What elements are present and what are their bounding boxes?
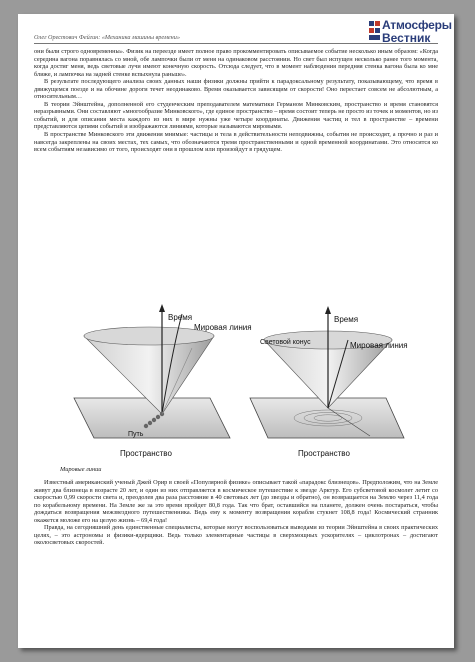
right-time-label: Время xyxy=(334,315,359,324)
header-divider xyxy=(34,43,438,44)
right-space-label: Пространство xyxy=(298,449,350,458)
left-time-label: Время xyxy=(168,313,193,322)
left-time-arrow-icon xyxy=(159,304,165,312)
paragraph: они были строго одновременны». Физик на переезде имеет полное право прокомментировать описываемое событие несколько иным образом: «Когда середина вагона поравнялась со мной, обе лампочки были от меня на одинаковом расстоянии. Но свет был испущен несколько ранее того момента, когда достиг меня, ведь световые лучи имеют конечную скорость. Отсюда следует, что в момент наблюдения передняя стенка вагона была ко мне ближе, и лампочка на задней стенке вспыхнула раньше». xyxy=(34,48,438,78)
paragraph: В пространстве Минковского эти движения мнимые: частицы и тела в действительности неподвижны, события не происходят, а прочно и раз и навсегда закреплены на своих местах, тех самых, что обозначаются тремя пространственными и одной временной координатами. Это относится ко всем событиям независимо от того, происходят они в прошлом или произойдут в грядущем. xyxy=(34,131,438,154)
logo-text-line1: Атмосферы xyxy=(382,18,452,32)
paragraph: В результате последующего анализа своих данных наши физики должны прийти к парадоксальному результату, показывающему, что время в движущемся поезде и на обочине дороги течет неодинаково. Время оказывается зависящим от скорости! Оно перестает совсем не абсолютным, а относительным… xyxy=(34,78,438,101)
body-text-bottom xyxy=(34,479,438,547)
body-text-top xyxy=(34,48,438,154)
left-worldline-label: Мировая линия xyxy=(194,323,252,332)
right-time-arrow-icon xyxy=(325,306,331,314)
right-worldline-label: Мировая линия xyxy=(350,341,408,350)
worldlines-figure xyxy=(64,296,408,462)
running-header: Олег Орестович Фейгин: «Механика машины времени» xyxy=(34,34,180,41)
paragraph: В теории Эйнштейна, дополненной его студенческим преподавателем математики Германом Минковским, пространство и время становятся неразрывными. Они составляют «многообразие Минковского», где единое пространство – время состоит теперь не просто из точек и моментов, но из событий, и для описания места каждого из них в мире нужны уже четыре координаты. Движения частиц и тел в пространстве – времени представляются цепями событий и изображаются линиями, которые называются мировыми. xyxy=(34,100,438,131)
right-cone-label: Световой конус xyxy=(260,339,311,346)
publisher-logo xyxy=(368,16,452,46)
left-path-label: Путь xyxy=(128,431,144,438)
left-diagram xyxy=(74,304,252,458)
document-page xyxy=(18,14,454,648)
left-space-label: Пространство xyxy=(120,449,172,458)
right-diagram xyxy=(250,306,408,458)
paragraph: Известный американский ученый Джей Орир в своей «Популярной физике» описывает такой «парадокс близнецов». Предположим, что на Земле живут два близнеца в возрасте 20 лет, и один из них отправляется в космическое путешествие к звезде Арктур. Его субсветовой космолет летит со скоростью 0,99 скорости света и, преодолев два раза расстояние в 40 световых лет (до звезды и обратно), он возвращается на Землю через 11,4 года по корабельному времени. На Земле же за это время пройдет 80,8 года. Так что брат, оставшийся на планете, должен очень постараться, чтобы дождаться возвращения межзвездного путешественника. Ведь ему к моменту возвращения корабля стукнет 108,8 года! Космический странник окажется моложе его на целую жизнь – 69,4 года! xyxy=(34,479,438,524)
figure-caption: Мировые линии xyxy=(60,466,102,473)
logo-text-line2: Вестник xyxy=(382,31,431,45)
paragraph: Правда, на сегодняшний день единственные специалисты, которые могут воспользоваться выводами из теории Эйнштейна в своих практических целях, – это астрономы и физики-ядерщики. Ведь только элементарные частицы в сверхмощных ускорителях – циклотронах – достигают околосветовых скоростей. xyxy=(34,524,438,547)
logo-mark-icon xyxy=(368,19,381,43)
